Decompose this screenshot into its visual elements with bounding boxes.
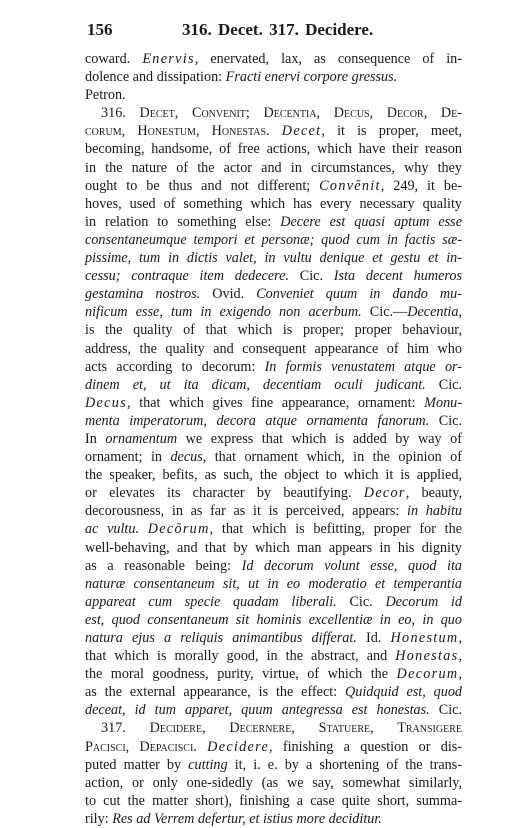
headword: Enervis: [142, 51, 195, 67]
italic-text: pissime, tum in dictis valet, in vultu denique et gestu et in-: [85, 250, 462, 267]
text-run: Cic.: [288, 268, 334, 285]
text-run: Cic.: [429, 702, 463, 719]
text-run: that which is morally good, in the abstract, and: [85, 648, 396, 665]
italic-text: ornamentum: [105, 430, 178, 447]
italic-text: gestamina nostros.: [85, 286, 201, 303]
italic-text: menta imperatorum, decora atque ornamenta fanorum.: [85, 412, 430, 429]
text-run: becoming, handsome, of free actions, which have their reason: [85, 141, 462, 158]
text-line: [85, 195, 462, 213]
text-line: [85, 50, 462, 68]
text-line: [85, 683, 462, 701]
text-run: the speaker, befits, as such, the object to which it is applied,: [85, 467, 462, 484]
italic-text: appareat cum specie quadam liberali.: [85, 593, 337, 610]
italic-text: ac vultu.: [85, 521, 140, 538]
italic-text: in habitu: [407, 503, 462, 520]
entry-text: [85, 50, 462, 828]
text-run: , that which gives fine appearance, ornament:: [126, 394, 425, 411]
text-line: [85, 231, 462, 249]
text-line: [85, 665, 462, 683]
text-run: the moral goodness, purity, virtue, of which the: [85, 666, 397, 683]
italic-text: natura ejus a reliquis animantibus differat.: [85, 630, 357, 646]
text-line: [85, 611, 462, 629]
text-run: Cic.: [336, 593, 386, 610]
text-run: well-behaving, and that by which man appears in his dignity: [85, 539, 462, 556]
text-line: [85, 557, 462, 575]
synonym-heading: Pacisci, Depacisci.: [85, 738, 197, 755]
text-run: hoves, used of something which has every necessary quality: [85, 195, 462, 212]
text-run: it, i. e. by a shortening of the trans-: [227, 756, 462, 773]
text-line: [85, 701, 462, 719]
text-line: [85, 249, 462, 267]
text-line: [85, 539, 462, 557]
italic-text: Monu-: [424, 394, 462, 411]
text-line: [85, 122, 462, 140]
text-run: , finishing a question or dis-: [269, 738, 463, 755]
text-line: [85, 629, 462, 647]
text-run: as the external appearance, is the effect:: [85, 684, 345, 701]
text-run: or elevates its character by beautifying.: [85, 485, 364, 502]
text-line: [85, 267, 462, 285]
text-line: [85, 520, 462, 538]
page-header: [62, 20, 466, 42]
text-run: Ovid.: [200, 286, 257, 303]
text-line: [85, 376, 462, 394]
text-run: ,: [458, 648, 462, 665]
text-line: [85, 321, 462, 339]
text-line: [85, 502, 462, 520]
text-run: 317.: [101, 720, 150, 737]
synonym-heading: corum, Honestum, Honestas.: [85, 123, 270, 140]
running-title: 316. Decet. 317. Decidere.: [182, 20, 374, 39]
headword: Honestas: [395, 648, 459, 665]
text-run: Cic.: [425, 376, 463, 393]
italic-text: Quidquid est, quod: [345, 684, 463, 701]
italic-text: dinem et, ut ita dicam, decentiam oculi judicant.: [85, 376, 426, 393]
text-run: action, or only one-sidedly (as we say, somewhat similarly,: [85, 774, 462, 791]
text-line: [85, 177, 462, 195]
text-run: [197, 739, 207, 755]
text-run: , enervated, lax, as consequence of in-: [194, 51, 462, 67]
text-line: [85, 484, 462, 502]
text-run: Cic.: [429, 412, 462, 429]
italic-text: In formis venustatem atque or-: [264, 358, 462, 375]
text-line: [85, 756, 462, 774]
headword: Honestum: [390, 630, 459, 646]
text-line: [85, 159, 462, 177]
text-run: , 249, it be-: [380, 177, 462, 194]
text-line: [85, 303, 462, 321]
synonym-heading: Decet, Convenit; Decentia, Decus, Decor, De-: [139, 105, 462, 122]
italic-text: consentaneumque tempori et personæ; quod cum in factis sæ-: [85, 231, 462, 248]
text-run: ,: [458, 666, 462, 683]
text-line: [85, 68, 462, 86]
text-line: [85, 466, 462, 484]
text-line: [85, 140, 462, 158]
italic-text: Conveniet quum in dando mu-: [256, 286, 462, 303]
text-run: to cut the matter short), finishing a case quite short, summa-: [85, 792, 462, 809]
text-run: in relation to something else:: [85, 213, 281, 230]
text-run: coward.: [85, 51, 143, 67]
text-line: [85, 738, 462, 756]
headword: Decorum: [396, 666, 459, 683]
text-line: [85, 647, 462, 665]
text-run: [270, 123, 282, 139]
headword: Decŏrum: [147, 521, 210, 538]
text-run: , beauty,: [405, 485, 462, 502]
text-run: as a reasonable being:: [85, 557, 242, 574]
text-run: [139, 521, 148, 537]
italic-text: cessu; contraque item dedecere.: [85, 268, 289, 285]
text-line: [85, 358, 462, 376]
headword: Decus: [85, 394, 127, 411]
italic-text: decus: [170, 449, 203, 466]
headword: Decet: [281, 123, 322, 140]
italic-text: Ista decent humeros: [333, 268, 462, 285]
text-run: ought to be thus and not different;: [85, 177, 320, 194]
text-run: we express that which is added by way of: [177, 430, 462, 447]
text-line: [85, 575, 462, 593]
italic-text: Decentia: [407, 304, 459, 321]
text-run: acts according to decorum:: [85, 358, 265, 375]
italic-text: nificum esse, tum in exigendo non acerbum.: [85, 304, 362, 321]
text-run: rily:: [85, 810, 113, 827]
text-run: is the quality of that which is proper; proper behaviour,: [85, 322, 462, 339]
text-line: [85, 412, 462, 430]
text-line: [85, 213, 462, 231]
text-line: [85, 430, 462, 448]
italic-text: Id decorum volunt esse, quod ita: [241, 557, 462, 574]
text-run: , it is proper, meet,: [321, 123, 462, 140]
text-run: puted matter by: [85, 756, 189, 773]
text-run: decorousness, in as far as it is perceived, appears:: [85, 503, 408, 520]
text-run: dolence and dissipation:: [85, 69, 226, 86]
text-run: 316.: [101, 105, 140, 122]
text-run: Id.: [356, 630, 391, 646]
text-run: , that which is befitting, proper for the: [209, 521, 462, 538]
italic-text: Fracti enervi corpore gressus.: [225, 69, 398, 86]
italic-text: est, quod consentaneum sit hominis excellentiæ in eo, in quo: [85, 611, 462, 628]
text-line: [85, 340, 462, 358]
text-run: address, the quality and consequent appearance of him who: [85, 340, 462, 357]
italic-text: Res ad Verrem defertur, et istius more deciditur.: [112, 810, 382, 827]
text-run: ornament; in: [85, 449, 171, 466]
text-line: [85, 104, 462, 122]
text-line: [85, 86, 462, 104]
synonym-heading: Decidere, Decernere, Statuere, Transigere: [149, 720, 462, 737]
italic-text: cutting: [188, 756, 228, 773]
headword: Decidere: [207, 738, 270, 755]
text-run: ,: [458, 630, 462, 646]
page-number: 156: [87, 20, 113, 39]
text-line: [85, 593, 462, 611]
italic-text: Decere est quasi aptum esse: [280, 213, 462, 230]
text-line: [85, 719, 462, 737]
text-line: [85, 810, 462, 828]
text-line: [85, 394, 462, 412]
text-line: [85, 448, 462, 466]
italic-text: deceat, id tum apparet, quum antegressa est honestas.: [85, 702, 430, 719]
headword: Decor: [363, 485, 406, 502]
text-line: [85, 774, 462, 792]
headword: Convĕnit: [319, 177, 381, 194]
text-line: [85, 285, 462, 303]
text-run: In: [85, 430, 106, 447]
text-run: , that ornament which, in the opinion of: [202, 449, 462, 466]
text-run: ,: [458, 304, 463, 321]
text-run: Petron.: [85, 87, 126, 104]
text-line: [85, 792, 462, 810]
italic-text: Decorum id: [385, 593, 462, 610]
text-run: in the nature of the actor and in circumstances, why they: [85, 159, 462, 176]
italic-text: naturæ consentaneum sit, ut in eo moderatio et temperantia: [85, 575, 462, 592]
text-run: Cic.—: [361, 304, 408, 321]
